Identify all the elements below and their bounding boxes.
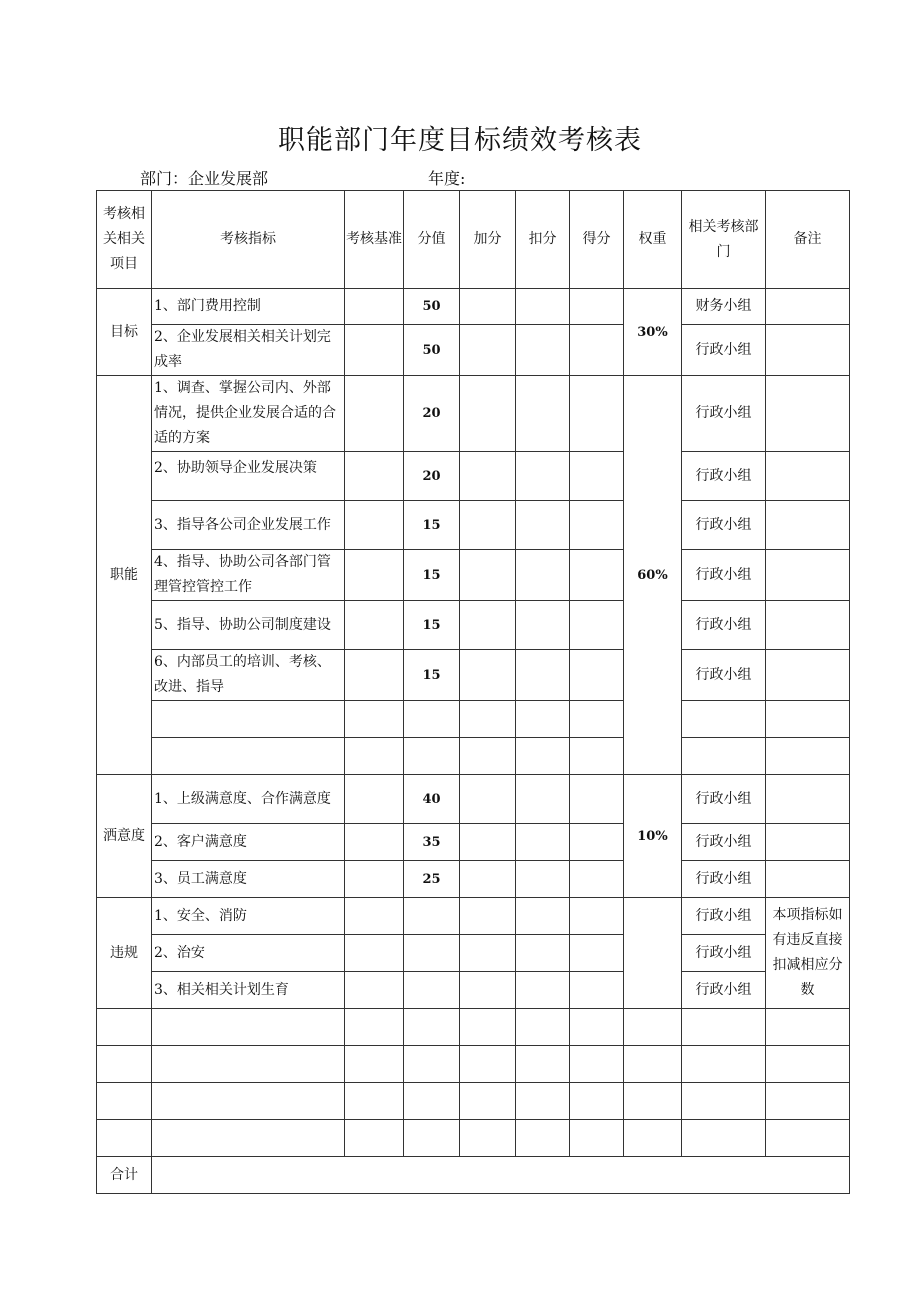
score-cell bbox=[404, 972, 460, 1009]
table-row bbox=[97, 861, 850, 898]
dept-cell: 行政小组 bbox=[682, 775, 766, 824]
table-row bbox=[97, 738, 850, 775]
add-cell bbox=[460, 861, 516, 898]
header-category: 考核相关相关项目 bbox=[97, 191, 152, 289]
group-goal-label: 目标 bbox=[97, 289, 152, 376]
table-row bbox=[97, 1046, 850, 1083]
got-cell bbox=[570, 325, 624, 376]
basis-cell bbox=[345, 935, 404, 972]
score-cell bbox=[404, 898, 460, 935]
basis-cell bbox=[345, 601, 404, 650]
group-violation-remark: 本项指标如有违反直接扣减相应分数 bbox=[766, 898, 850, 1009]
score-cell: 25 bbox=[404, 861, 460, 898]
dept-cell bbox=[682, 701, 766, 738]
remark-cell bbox=[766, 452, 850, 501]
table-row bbox=[97, 452, 850, 501]
deduct-cell bbox=[516, 935, 570, 972]
header-got: 得分 bbox=[570, 191, 624, 289]
dept-cell: 财务小组 bbox=[682, 289, 766, 325]
deduct-cell bbox=[516, 775, 570, 824]
got-cell bbox=[570, 601, 624, 650]
year-label: 年度: bbox=[428, 169, 466, 188]
got-cell bbox=[570, 650, 624, 701]
deduct-cell bbox=[516, 861, 570, 898]
deduct-cell bbox=[516, 701, 570, 738]
got-cell bbox=[570, 376, 624, 452]
basis-cell bbox=[345, 738, 404, 775]
basis-cell bbox=[345, 650, 404, 701]
table-row bbox=[97, 898, 850, 935]
basis-cell bbox=[345, 861, 404, 898]
total-value-cell bbox=[152, 1157, 850, 1194]
deduct-cell bbox=[516, 452, 570, 501]
dept-cell: 行政小组 bbox=[682, 452, 766, 501]
got-cell bbox=[570, 898, 624, 935]
score-cell: 35 bbox=[404, 824, 460, 861]
table-row bbox=[97, 775, 850, 824]
got-cell bbox=[570, 550, 624, 601]
add-cell bbox=[460, 935, 516, 972]
dept-cell: 行政小组 bbox=[682, 650, 766, 701]
group-satisfaction-weight: 10% bbox=[624, 775, 682, 898]
got-cell bbox=[570, 501, 624, 550]
indicator-cell: 4、指导、协助公司各部门管理管控管控工作 bbox=[152, 550, 345, 601]
deduct-cell bbox=[516, 325, 570, 376]
dept-cell: 行政小组 bbox=[682, 861, 766, 898]
remark-cell bbox=[766, 501, 850, 550]
group-duty-weight: 60% bbox=[624, 376, 682, 775]
deduct-cell bbox=[516, 501, 570, 550]
dept-cell: 行政小组 bbox=[682, 601, 766, 650]
deduct-cell bbox=[516, 824, 570, 861]
remark-cell bbox=[766, 701, 850, 738]
table-row bbox=[97, 650, 850, 701]
header-add: 加分 bbox=[460, 191, 516, 289]
deduct-cell bbox=[516, 601, 570, 650]
remark-cell bbox=[766, 325, 850, 376]
header-weight: 权重 bbox=[624, 191, 682, 289]
table-row bbox=[97, 701, 850, 738]
score-cell bbox=[404, 738, 460, 775]
remark-cell bbox=[766, 738, 850, 775]
table-row bbox=[97, 1009, 850, 1046]
got-cell bbox=[570, 289, 624, 325]
score-cell: 15 bbox=[404, 501, 460, 550]
got-cell bbox=[570, 452, 624, 501]
deduct-cell bbox=[516, 376, 570, 452]
header-indicator: 考核指标 bbox=[152, 191, 345, 289]
deduct-cell bbox=[516, 738, 570, 775]
table-row bbox=[97, 550, 850, 601]
deduct-cell bbox=[516, 289, 570, 325]
dept-cell: 行政小组 bbox=[682, 325, 766, 376]
got-cell bbox=[570, 935, 624, 972]
basis-cell bbox=[345, 775, 404, 824]
got-cell bbox=[570, 972, 624, 1009]
remark-cell bbox=[766, 289, 850, 325]
table-row bbox=[97, 1120, 850, 1157]
basis-cell bbox=[345, 325, 404, 376]
indicator-cell: 1、部门费用控制 bbox=[152, 289, 345, 325]
basis-cell bbox=[345, 452, 404, 501]
header-remark: 备注 bbox=[766, 191, 850, 289]
header-basis: 考核基准 bbox=[345, 191, 404, 289]
group-goal-weight: 30% bbox=[624, 289, 682, 376]
indicator-cell: 6、内部员工的培训、考核、改进、指导 bbox=[152, 650, 345, 701]
add-cell bbox=[460, 824, 516, 861]
score-cell: 15 bbox=[404, 650, 460, 701]
got-cell bbox=[570, 861, 624, 898]
add-cell bbox=[460, 775, 516, 824]
table-row bbox=[97, 824, 850, 861]
deduct-cell bbox=[516, 650, 570, 701]
add-cell bbox=[460, 550, 516, 601]
header-row bbox=[97, 191, 850, 289]
add-cell bbox=[460, 452, 516, 501]
table-row bbox=[97, 972, 850, 1009]
group-duty-label: 职能 bbox=[97, 376, 152, 775]
table-row bbox=[97, 376, 850, 452]
assessment-table bbox=[96, 190, 850, 1194]
score-cell: 20 bbox=[404, 376, 460, 452]
basis-cell bbox=[345, 701, 404, 738]
add-cell bbox=[460, 738, 516, 775]
indicator-cell: 3、相关相关计划生育 bbox=[152, 972, 345, 1009]
indicator-cell: 2、企业发展相关相关计划完成率 bbox=[152, 325, 345, 376]
total-row bbox=[97, 1157, 850, 1194]
table-row bbox=[97, 601, 850, 650]
add-cell bbox=[460, 972, 516, 1009]
dept-cell: 行政小组 bbox=[682, 501, 766, 550]
score-cell: 50 bbox=[404, 325, 460, 376]
got-cell bbox=[570, 824, 624, 861]
table-row bbox=[97, 501, 850, 550]
add-cell bbox=[460, 601, 516, 650]
add-cell bbox=[460, 289, 516, 325]
deduct-cell bbox=[516, 898, 570, 935]
header-dept: 相关考核部门 bbox=[682, 191, 766, 289]
table-row bbox=[97, 325, 850, 376]
got-cell bbox=[570, 775, 624, 824]
dept-cell: 行政小组 bbox=[682, 972, 766, 1009]
header-deduct: 扣分 bbox=[516, 191, 570, 289]
table-row bbox=[97, 1083, 850, 1120]
score-cell: 50 bbox=[404, 289, 460, 325]
remark-cell bbox=[766, 861, 850, 898]
indicator-cell: 1、安全、消防 bbox=[152, 898, 345, 935]
remark-cell bbox=[766, 550, 850, 601]
dept-cell bbox=[682, 738, 766, 775]
indicator-cell: 2、协助领导企业发展决策 bbox=[152, 452, 345, 501]
indicator-cell bbox=[152, 701, 345, 738]
got-cell bbox=[570, 738, 624, 775]
score-cell: 15 bbox=[404, 601, 460, 650]
table-row bbox=[97, 289, 850, 325]
indicator-cell: 3、员工满意度 bbox=[152, 861, 345, 898]
header-score: 分值 bbox=[404, 191, 460, 289]
indicator-cell bbox=[152, 738, 345, 775]
deduct-cell bbox=[516, 550, 570, 601]
total-label: 合计 bbox=[97, 1157, 152, 1194]
add-cell bbox=[460, 501, 516, 550]
dept-cell: 行政小组 bbox=[682, 824, 766, 861]
dept-cell: 行政小组 bbox=[682, 898, 766, 935]
remark-cell bbox=[766, 775, 850, 824]
remark-cell bbox=[766, 824, 850, 861]
add-cell bbox=[460, 701, 516, 738]
remark-cell bbox=[766, 376, 850, 452]
add-cell bbox=[460, 898, 516, 935]
weight-cell bbox=[624, 898, 682, 1009]
indicator-cell: 1、上级满意度、合作满意度 bbox=[152, 775, 345, 824]
group-satisfaction-label: 洒意度 bbox=[97, 775, 152, 898]
score-cell: 20 bbox=[404, 452, 460, 501]
deduct-cell bbox=[516, 972, 570, 1009]
basis-cell bbox=[345, 824, 404, 861]
indicator-cell: 2、治安 bbox=[152, 935, 345, 972]
remark-cell bbox=[766, 601, 850, 650]
add-cell bbox=[460, 650, 516, 701]
basis-cell bbox=[345, 972, 404, 1009]
score-cell: 15 bbox=[404, 550, 460, 601]
got-cell bbox=[570, 701, 624, 738]
indicator-cell: 5、指导、协助公司制度建设 bbox=[152, 601, 345, 650]
indicator-cell: 1、调查、掌握公司内、外部情况，提供企业发展合适的合适的方案 bbox=[152, 376, 345, 452]
group-violation-label: 违规 bbox=[97, 898, 152, 1009]
page-title: 职能部门年度目标绩效考核表 bbox=[278, 125, 642, 156]
basis-cell bbox=[345, 289, 404, 325]
indicator-cell: 2、客户满意度 bbox=[152, 824, 345, 861]
basis-cell bbox=[345, 501, 404, 550]
dept-cell: 行政小组 bbox=[682, 935, 766, 972]
remark-cell bbox=[766, 650, 850, 701]
dept-cell: 行政小组 bbox=[682, 376, 766, 452]
table-row bbox=[97, 935, 850, 972]
score-cell bbox=[404, 935, 460, 972]
basis-cell bbox=[345, 898, 404, 935]
indicator-cell: 3、指导各公司企业发展工作 bbox=[152, 501, 345, 550]
score-cell bbox=[404, 701, 460, 738]
department-label: 部门：企业发展部 bbox=[140, 169, 269, 188]
score-cell: 40 bbox=[404, 775, 460, 824]
dept-cell: 行政小组 bbox=[682, 550, 766, 601]
add-cell bbox=[460, 376, 516, 452]
add-cell bbox=[460, 325, 516, 376]
basis-cell bbox=[345, 550, 404, 601]
basis-cell bbox=[345, 376, 404, 452]
